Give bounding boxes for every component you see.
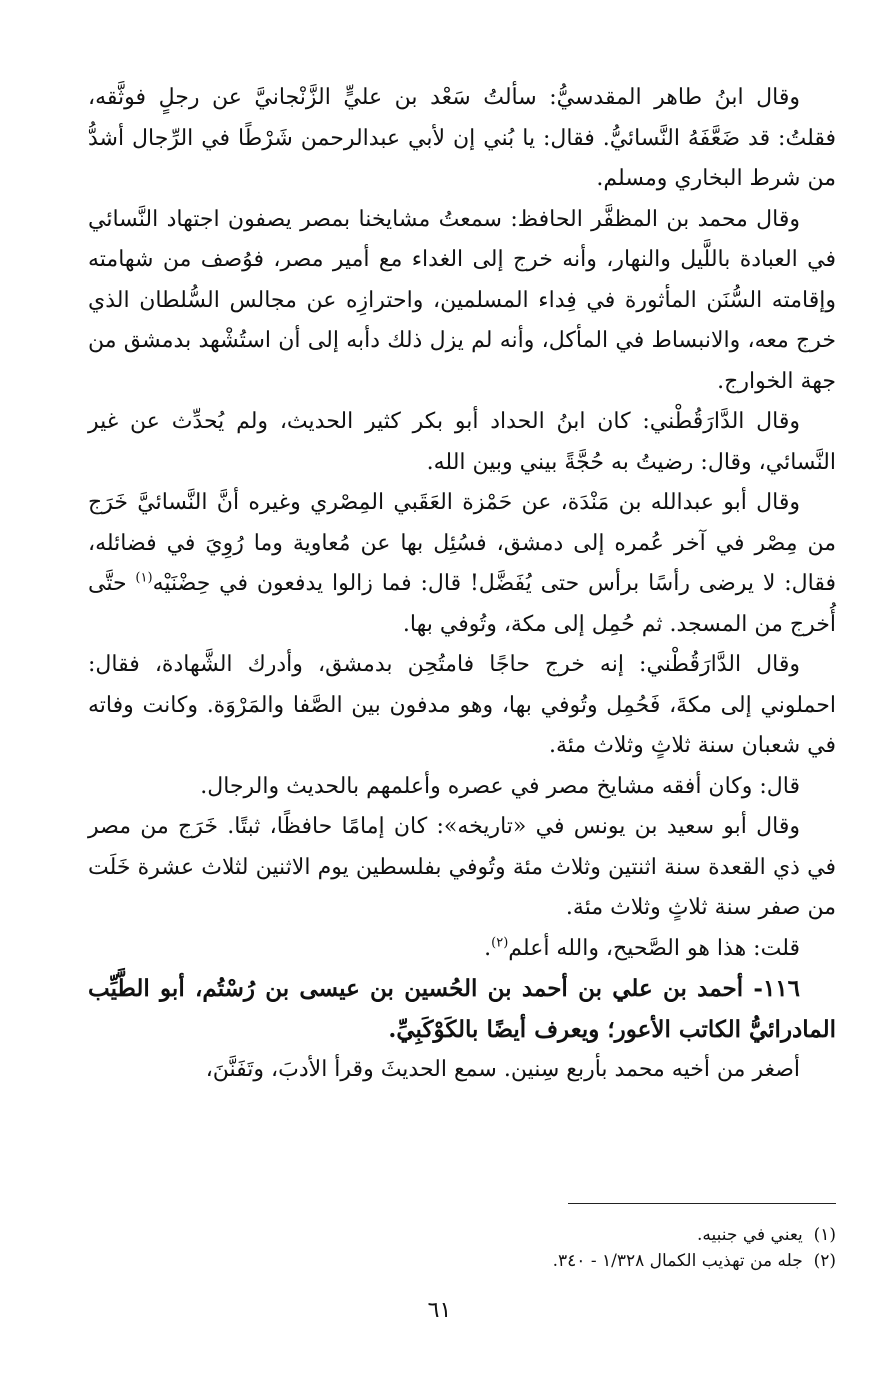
paragraph-conclusion-text: قلت: هذا هو الصَّحيح، والله أعلم <box>508 935 800 961</box>
footnote-marker-2: (٢) <box>491 935 509 951</box>
paragraph-ibn-tahir: وقال ابنُ طاهر المقدسيُّ: سألتُ سَعْد بن عليٍّ الزَّنْجانيَّ عن رجلٍ فوثَّقه، فقلتُ: قد ضَعَّفَهُ النَّسائيُّ. فقال: يا بُني إن لأبي عبدالرحمن شَرْطًا في الرِّجال أشدُّ من شرط البخاري ومسلم. <box>88 85 836 191</box>
main-text <box>88 78 836 1091</box>
paragraph-ibn-manda <box>88 483 836 645</box>
paragraph-daraqutni-ibn-al-haddad: وقال الدَّارَقُطْني: كان ابنُ الحداد أبو بكر كثير الحديث، ولم يُحدِّث عن غير النَّسائي، وقال: رضيتُ به حُجَّةً بيني وبين الله. <box>88 409 836 475</box>
footnote-1-number: (١) <box>813 1225 836 1245</box>
paragraph-conclusion: قلت: هذا هو الصَّحيح، والله أعلم$^{(٢)}$. <box>484 935 800 961</box>
paragraph-ibn-manda-continuation: حتَّى أُخرج من المسجد. ثم حُمِل إلى مكة، وتُوفي بها. <box>88 571 836 637</box>
footnote-marker-1: (١) <box>135 570 153 586</box>
paragraph-entry-116-start: أصغر من أخيه محمد بأربع سِنين. سمع الحديثَ وقرأ الأدبَ، وتَفَنَّنَ، <box>205 1057 800 1082</box>
paragraph-ibn-manda-text: وقال أبو عبدالله بن مَنْدَة، عن حَمْزة العَقَبي المِصْري وغيره أنَّ النَّسائيَّ خَرَج من مِصْر في آخر عُمره إلى دمشق، فسُئِل بها عن مُعاوية وما رُوِيَ في فضائله، فقال: لا يرضى رأسًا برأس حتى يُفَضَّل! قال: فما زالوا يدفعون في حِضْنَيْه <box>88 490 836 596</box>
footnotes <box>88 1222 836 1274</box>
paragraph-afqah: قال: وكان أفقه مشايخ مصر في عصره وأعلمهم بالحديث والرجال. <box>200 773 800 799</box>
paragraph-ibn-al-muzaffar: وقال محمد بن المظفَّر الحافظ: سمعتُ مشايخنا بمصر يصفون اجتهاد النَّسائي في العبادة باللَّيل والنهار، وأنه خرج إلى الغداء مع أمير مصر، فوُصف من شهامته وإقامته السُّنَن المأثورة في فِداء المسلمين، واحترازِه عن مجالس السُّلطان الذي خرج معه، والانبساط في المأكل، وأنه لم يزل ذلك دأبه إلى أن استُشْهد بدمشق من جهة الخوارج. <box>88 206 836 394</box>
footnote-2-text: جله من تهذيب الكمال ١/٣٢٨ - ٣٤٠. <box>552 1251 803 1271</box>
footnote-divider <box>568 1203 836 1204</box>
paragraph-ibn-yunus: وقال أبو سعيد بن يونس في «تاريخه»: كان إمامًا حافظًا، ثبتًا. خَرَج من مصر في ذي القعدة سنة اثنتين وثلاث مئة وتُوفي بفلسطين يوم الاثنين لثلاث عشرة خَلَت من صفر سنة ثلاثٍ وثلاث مئة. <box>88 814 836 920</box>
paragraph-daraqutni-hajj: وقال الدَّارَقُطْني: إنه خرج حاجًا فامتُحِن بدمشق، وأدرك الشَّهادة، فقال: احملوني إلى مكةَ، فَحُمِل وتُوفي بها، وهو مدفون بين الصَّفا والمَرْوَة. وكانت وفاته في شعبان سنة ثلاثٍ وثلاث مئة. <box>88 652 836 758</box>
footnote-1-text: يعني في جنبيه. <box>697 1225 803 1245</box>
footnote-2 <box>88 1248 836 1274</box>
footnote-1 <box>88 1222 836 1248</box>
entry-heading-116: ١١٦- أحمد بن علي بن أحمد بن الحُسين بن عيسى بن رُسْتُم، أبو الطَّيِّب المادرائيُّ الكاتب الأعور؛ ويعرف أيضًا بالكَوْكَبِيِّ. <box>88 975 836 1043</box>
page-number: ٦١ <box>427 1298 452 1323</box>
footnote-2-number: (٢) <box>813 1251 836 1271</box>
